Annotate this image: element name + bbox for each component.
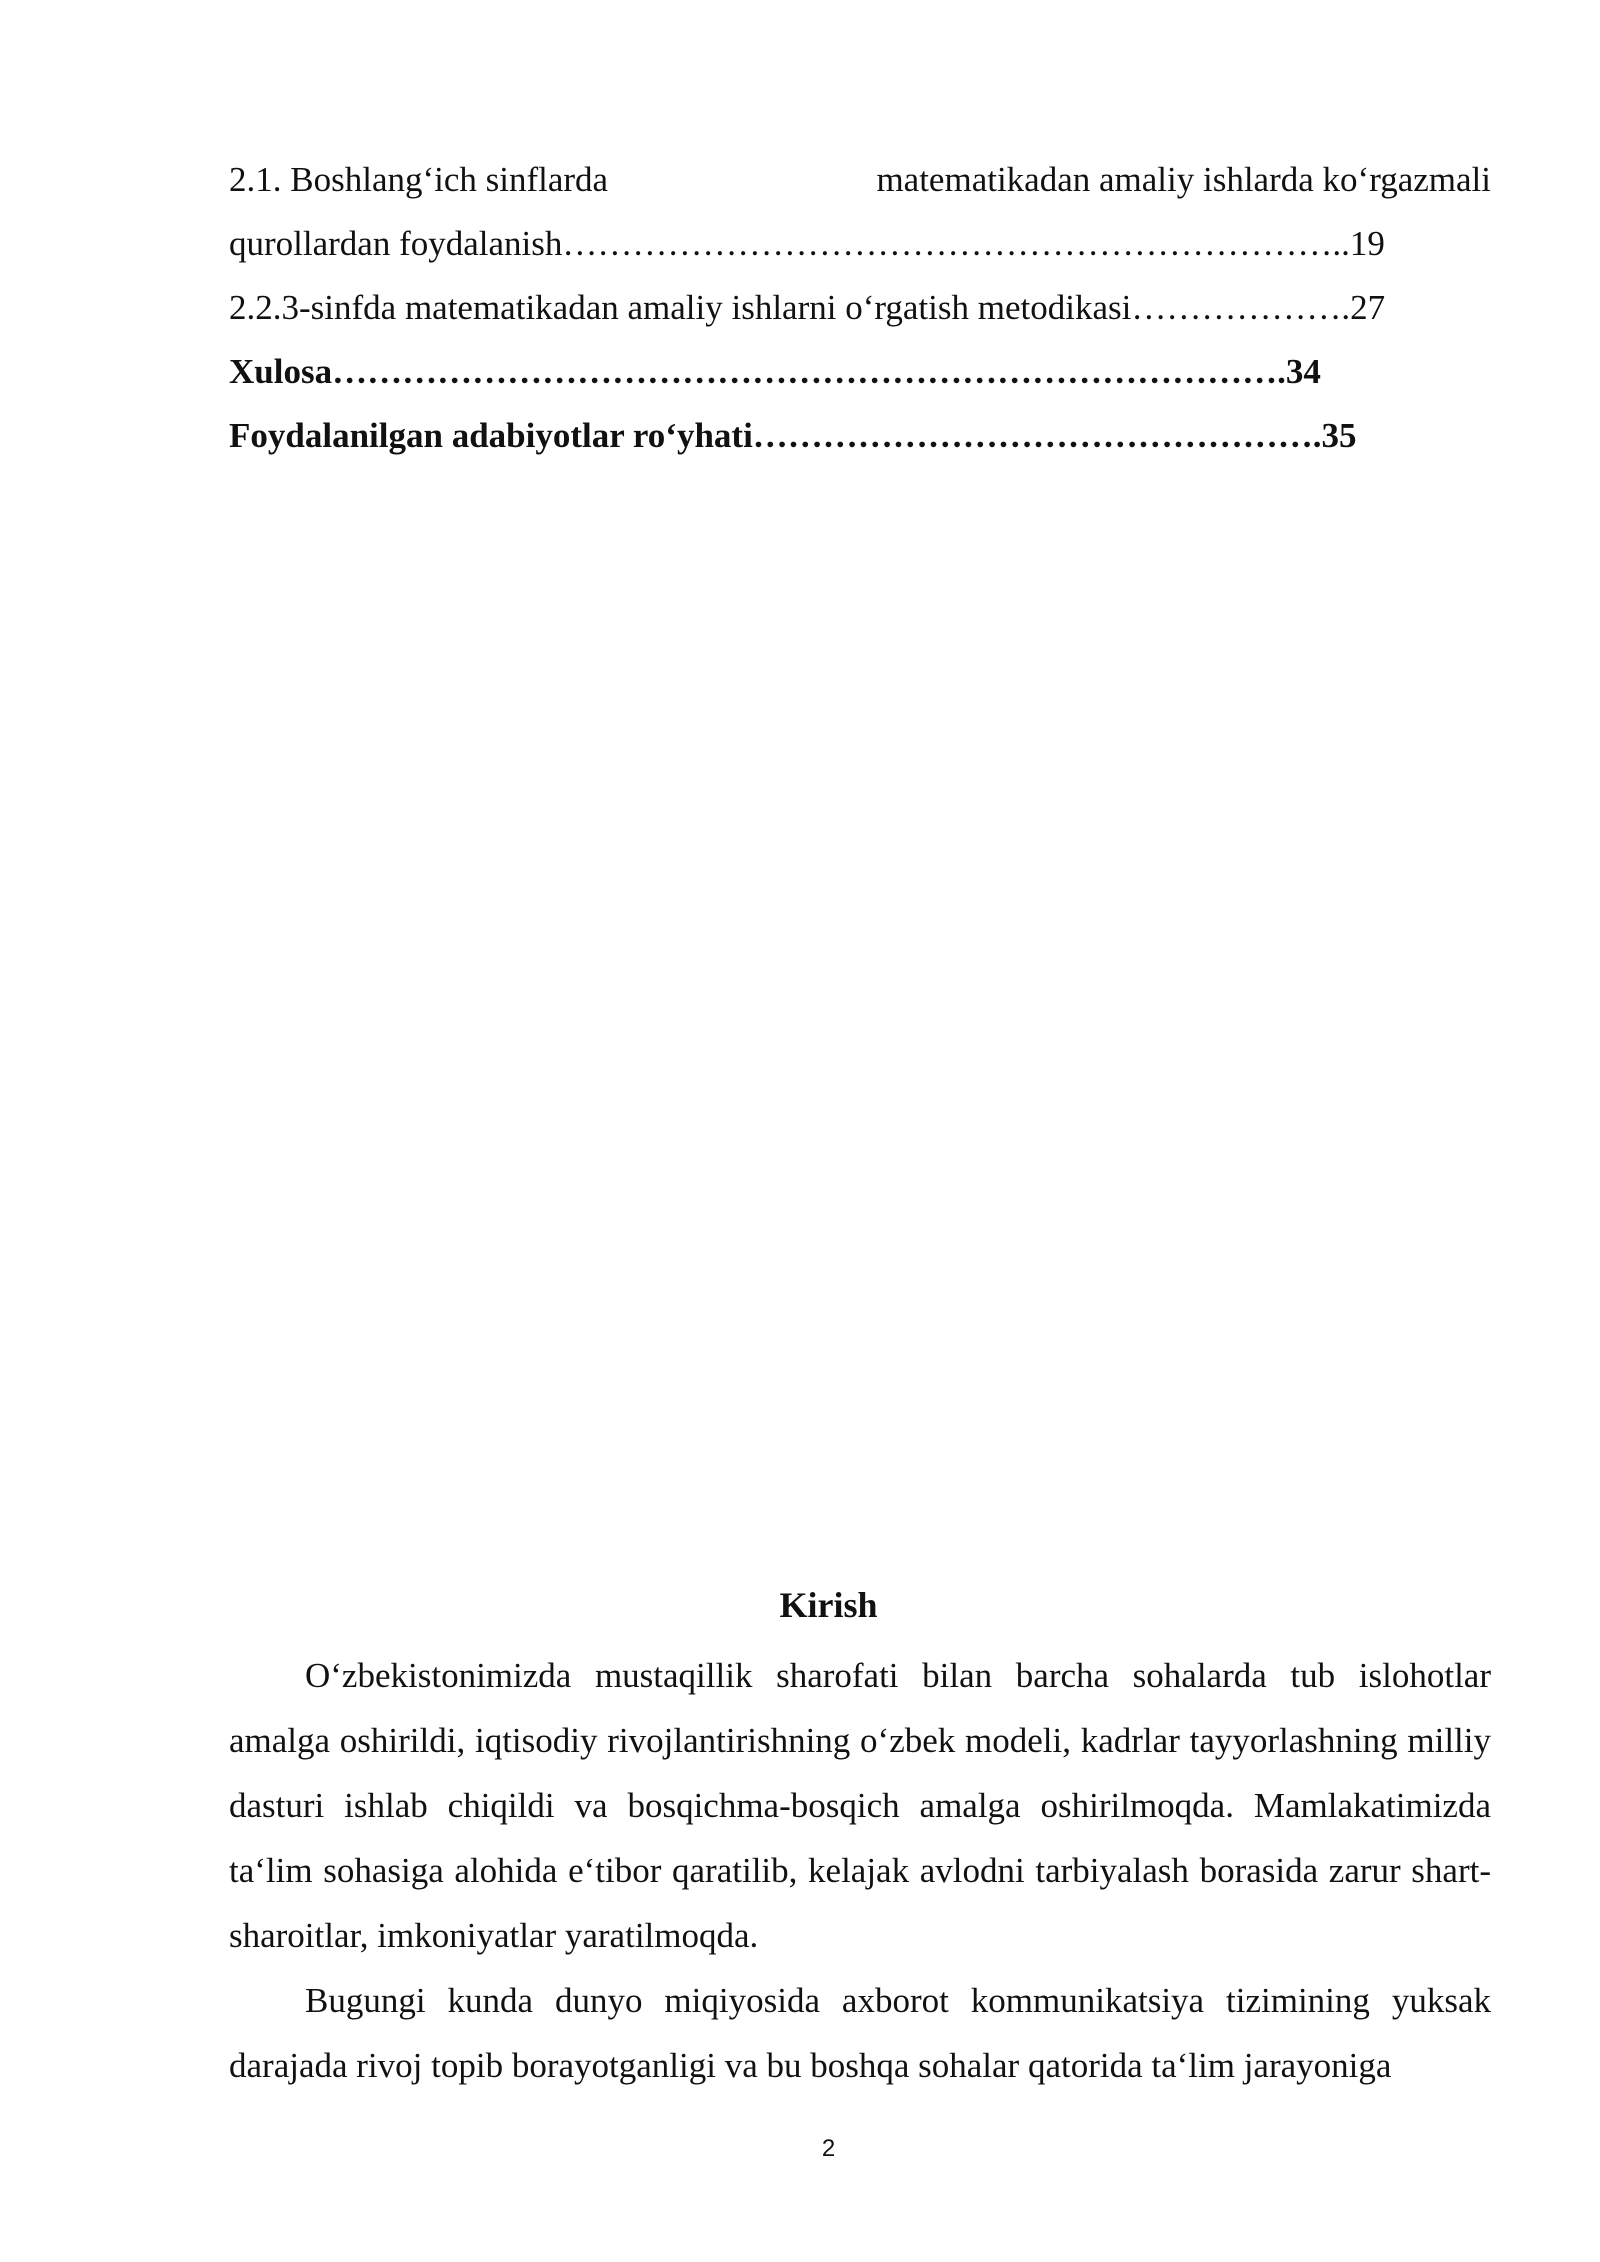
toc-entry-2-1-continuation: qurollardan foydalanish…………………………………………………………..19 [229, 224, 1385, 263]
paragraph: Bugungi kunda dunyo miqiyosida axborot kommunikatsiya tizimining yuksak darajada rivoj topib borayotganligi va bu boshqa sohalar qatorida ta‘lim jarayoniga [229, 1981, 1491, 2085]
toc-entry-conclusion: Xulosa……………………………………………………………………….34 [229, 352, 1321, 391]
toc-entry-2-1 [229, 148, 1491, 212]
section-heading: Kirish [779, 1585, 878, 1625]
toc-entry-2-2: 2.2.3-sinfda matematikadan amaliy ishlarni o‘rgatish metodikasi……………….27 [229, 288, 1386, 327]
toc-entry-references: Foydalanilgan adabiyotlar ro‘yhati………………………………………….35 [229, 416, 1357, 455]
section-body [229, 1643, 1491, 2098]
table-of-contents [229, 148, 1491, 468]
toc-entry-2-1-title-continued: matematikadan amaliy ishlarda ko‘rgazmali [876, 160, 1491, 199]
page-number: 2 [821, 2135, 836, 2162]
paragraph: O‘zbekistonimizda mustaqillik sharofati bilan barcha sohalarda tub islohotlar amalga oshirildi, iqtisodiy rivojlantirishning o‘zbek modeli, kadrlar tayyorlashning milliy dasturi ishlab chiqildi va bosqichma-bosqich amalga oshirilmoqda. Mamlakatimizda ta‘lim sohasiga alohida e‘tibor qaratilib, kelajak avlodni tarbiyalash borasida zarur shart-sharoitlar, imkoniyatlar yaratilmoqda. [229, 1656, 1491, 1955]
toc-entry-2-1-number-title: 2.1. Boshlang‘ich sinflarda [229, 160, 609, 199]
